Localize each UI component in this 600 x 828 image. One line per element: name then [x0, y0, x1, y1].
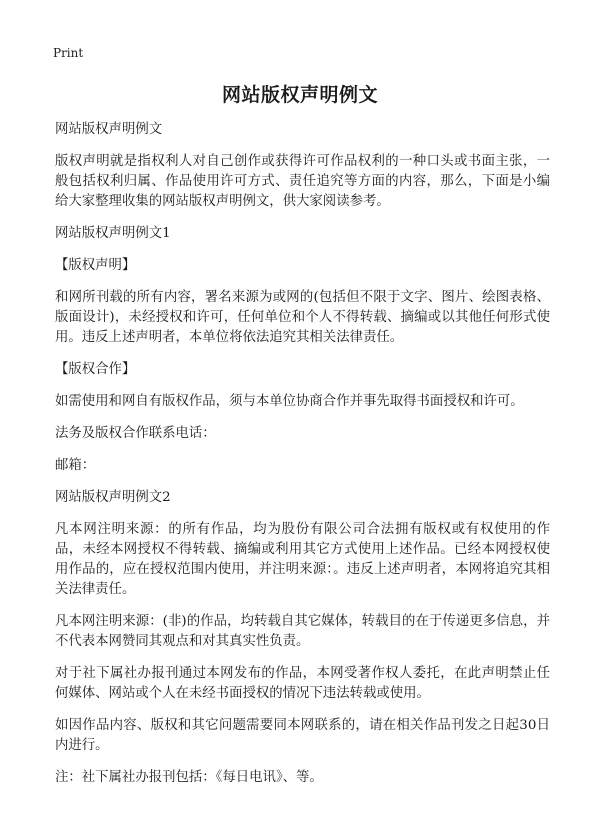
footnote-paragraph: 注：社下属社办报刊包括：《每日电讯》、等。 — [55, 770, 323, 785]
copyright-cooperation-heading: 【版权合作】 — [55, 362, 136, 377]
source-notice-paragraph: 凡本网注明来源：的所有作品，均为股份有限公司合法拥有版权或有权使用的作品，未经本网授权不得转载、摘编或利用其它方式使用上述作品。已经本网授权使用作品的，应在授权范围内使用，并注明来源：。违反上述声明者，本网将追究其相关法律责任。 — [55, 522, 550, 597]
contact-notice-paragraph: 如因作品内容、版权和其它问题需要同本网联系的，请在相关作品刊发之日起30日内进行。 — [55, 718, 550, 753]
section-heading-example-1: 网站版权声明例文1 — [55, 226, 171, 241]
contact-email-line: 邮箱： — [55, 458, 96, 473]
copyright-statement-heading: 【版权声明】 — [55, 258, 136, 273]
print-link[interactable]: Print — [53, 46, 84, 60]
page-title: 网站版权声明例文 — [221, 84, 378, 106]
subtitle-paragraph: 网站版权声明例文 — [55, 122, 163, 137]
affiliate-notice-paragraph: 对于社下属社办报刊通过本网发布的作品，本网受著作权人委托，在此声明禁止任何媒体、网站或个人在未经书面授权的情况下违法转载或使用。 — [55, 666, 550, 701]
reprint-notice-paragraph: 凡本网注明来源：(非)的作品，均转载自其它媒体，转载目的在于传递更多信息，并不代表本网赞同其观点和对其真实性负责。 — [55, 614, 550, 649]
document-body — [55, 120, 550, 800]
contact-phone-line: 法务及版权合作联系电话： — [55, 426, 216, 441]
cooperation-paragraph: 如需使用和网自有版权作品，须与本单位协商合作并事先取得书面授权和许可。 — [55, 394, 524, 409]
intro-paragraph: 版权声明就是指权利人对自己创作或获得许可作品权利的一种口头或书面主张，一般包括权利归属、作品使用许可方式、责任追究等方面的内容，那么，下面是小编给大家整理收集的网站版权声明例文，供大家阅读参考。 — [55, 154, 550, 209]
copyright-statement-paragraph: 和网所刊载的所有内容，署名来源为或网的(包括但不限于文字、图片、绘图表格、版面设计)，未经授权和许可，任何单位和个人不得转载、摘编或以其他任何形式使用。违反上述声明者，本单位将依法追究其相关法律责任。 — [55, 290, 550, 345]
section-heading-example-2: 网站版权声明例文2 — [55, 490, 171, 505]
